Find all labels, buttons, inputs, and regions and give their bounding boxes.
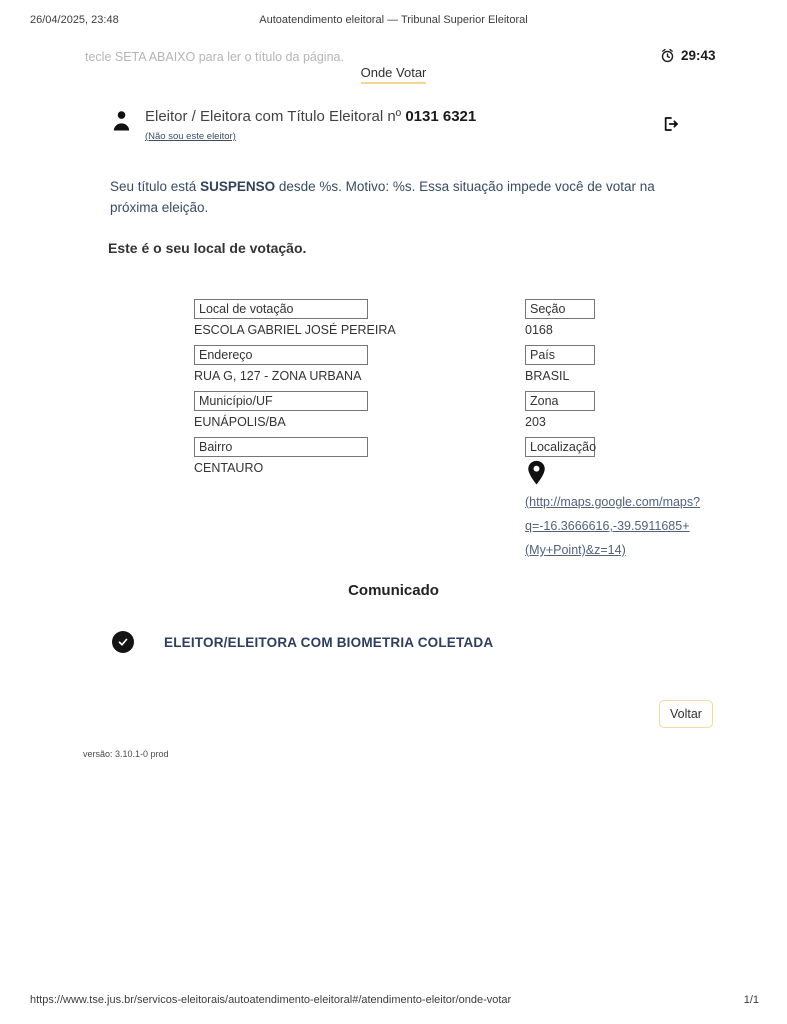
- field-bairro: [194, 437, 434, 476]
- not-this-voter-link[interactable]: (Não sou este eleitor): [145, 131, 236, 142]
- map-pin-icon: [526, 460, 710, 486]
- field-local-de-votacao: [194, 299, 434, 338]
- voter-title-number: 0131 6321: [405, 108, 477, 125]
- person-icon: [112, 108, 131, 144]
- field-value: EUNÁPOLIS/BA: [194, 415, 286, 429]
- session-timer: [660, 48, 716, 63]
- alert-status-word: SUSPENSO: [200, 179, 276, 194]
- field-municipio-uf: [194, 391, 434, 430]
- maps-link-line[interactable]: (http://maps.google.com/maps?: [525, 495, 701, 509]
- field-label: Bairro: [194, 437, 368, 457]
- maps-link-line[interactable]: q=-16.3666616,-39.5911685+: [525, 519, 690, 533]
- field-value: 0168: [525, 323, 553, 337]
- print-page-number: 1/1: [743, 994, 759, 1006]
- field-value: 203: [525, 415, 546, 429]
- accessibility-hint: tecle SETA ABAIXO para ler o título da página.: [85, 50, 344, 64]
- alert-text-pre: Seu título está: [110, 179, 201, 194]
- field-label: Endereço: [194, 345, 368, 365]
- timer-value: 29:43: [681, 48, 716, 63]
- alarm-clock-icon: [660, 48, 675, 63]
- field-value: BRASIL: [525, 369, 570, 383]
- nav-onde-votar-label[interactable]: Onde Votar: [361, 65, 427, 84]
- print-title: Autoatendimento eleitoral — Tribunal Superior Eleitoral: [259, 14, 528, 26]
- field-label: País: [525, 345, 595, 365]
- biometria-notice: [112, 631, 493, 653]
- biometria-message: ELEITOR/ELEITORA COM BIOMETRIA COLETADA: [164, 634, 494, 650]
- field-pais: [525, 345, 710, 384]
- voter-title: [145, 108, 476, 125]
- field-label: Zona: [525, 391, 595, 411]
- comunicado-heading: Comunicado: [348, 582, 439, 599]
- maps-link[interactable]: [525, 490, 710, 562]
- alert-text-post: desde %s. Motivo: %s. Essa situação impede você de votar na próxima eleição.: [110, 179, 655, 215]
- field-endereco: [194, 345, 434, 384]
- field-label: Município/UF: [194, 391, 368, 411]
- field-label: Localização: [525, 437, 595, 457]
- field-secao: [525, 299, 710, 338]
- check-circle-icon: [112, 631, 134, 653]
- voter-title-prefix: Eleitor / Eleitora com Título Eleitoral nº: [145, 108, 406, 125]
- maps-link-line[interactable]: (My+Point)&z=14): [525, 543, 626, 557]
- print-url: https://www.tse.jus.br/servicos-eleitorais/autoatendimento-eleitoral#/atendimento-eleitor/onde-votar: [30, 994, 512, 1006]
- polling-fields-left: [194, 299, 434, 483]
- app-version: versão: 3.10.1-0 prod: [83, 749, 169, 759]
- voltar-button[interactable]: Voltar: [659, 700, 713, 728]
- logout-icon[interactable]: [663, 116, 679, 132]
- field-localizacao: [525, 437, 710, 562]
- nav-onde-votar[interactable]: [0, 64, 787, 84]
- field-zona: [525, 391, 710, 430]
- voter-identity: [112, 108, 476, 144]
- field-value: ESCOLA GABRIEL JOSÉ PEREIRA: [194, 323, 396, 337]
- field-label: Local de votação: [194, 299, 368, 319]
- print-datetime: 26/04/2025, 23:48: [30, 14, 119, 26]
- title-status-alert: [110, 176, 666, 218]
- field-value: CENTAURO: [194, 461, 264, 475]
- field-label: Seção: [525, 299, 595, 319]
- field-value: RUA G, 127 - ZONA URBANA: [194, 369, 362, 383]
- polling-fields-right: [525, 299, 710, 569]
- polling-place-heading: Este é o seu local de votação.: [108, 240, 307, 256]
